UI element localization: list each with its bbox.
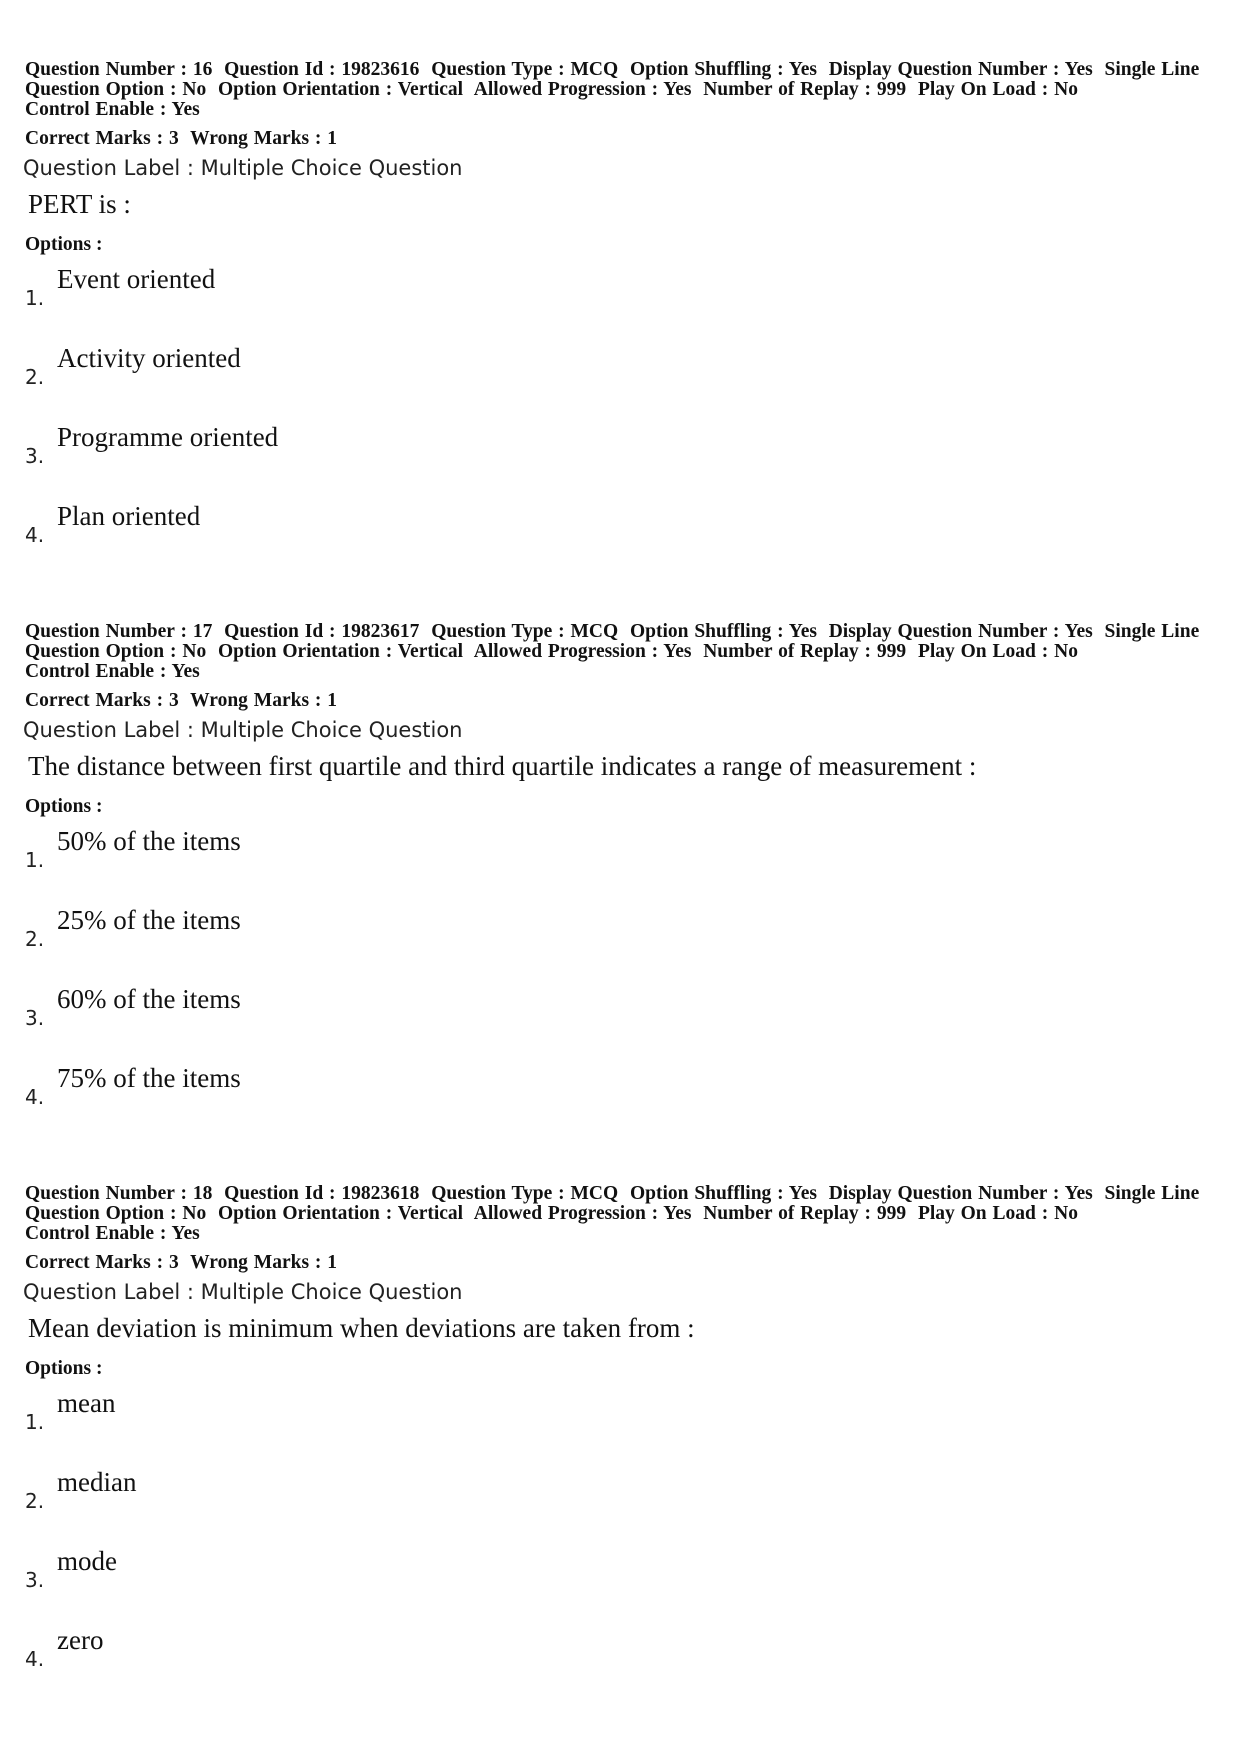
option-shuffling-field: Option Shuffling : Yes	[629, 621, 817, 642]
display-question-number-field: Display Question Number : Yes	[828, 1183, 1093, 1204]
question-label: Question Label : Multiple Choice Question	[23, 1280, 463, 1304]
marks-line	[25, 1253, 1220, 1273]
option-item	[25, 416, 1220, 495]
question-type-field: Question Type : MCQ	[431, 621, 619, 642]
option-item	[25, 1057, 1220, 1136]
option-shuffling-field: Option Shuffling : Yes	[629, 59, 817, 80]
option-number: 1.	[25, 848, 45, 872]
option-item	[25, 1382, 1220, 1461]
control-enable-field: Control Enable : Yes	[25, 661, 200, 682]
options-list	[25, 1382, 1220, 1698]
question-block-16	[25, 60, 1220, 574]
marks-line	[25, 691, 1220, 711]
question-number-field: Question Number : 18	[25, 1183, 213, 1204]
question-metadata	[25, 1184, 1220, 1244]
option-number: 2.	[25, 365, 45, 389]
option-shuffling-field: Option Shuffling : Yes	[629, 1183, 817, 1204]
option-number: 3.	[25, 444, 45, 468]
option-item	[25, 258, 1220, 337]
option-text: mean	[57, 1388, 116, 1418]
option-text: mode	[57, 1546, 117, 1576]
question-type-field: Question Type : MCQ	[431, 59, 619, 80]
control-enable-field: Control Enable : Yes	[25, 1223, 200, 1244]
options-list	[25, 258, 1220, 574]
single-line-question-option-field: Single Line Question Option : No	[25, 1183, 1200, 1224]
question-stem: The distance between first quartile and third quartile indicates a range of measurement :	[28, 751, 977, 781]
options-heading: Options :	[25, 796, 103, 817]
option-text: Programme oriented	[57, 422, 279, 452]
correct-marks: Correct Marks : 3	[25, 690, 179, 711]
marks-line	[25, 129, 1220, 149]
option-text: Plan oriented	[57, 501, 201, 531]
option-number: 3.	[25, 1006, 45, 1030]
question-label: Question Label : Multiple Choice Question	[23, 156, 463, 180]
option-item	[25, 899, 1220, 978]
option-text: 50% of the items	[57, 826, 241, 856]
number-of-replay-field: Number of Replay : 999	[703, 641, 907, 662]
option-text: 60% of the items	[57, 984, 241, 1014]
question-id-field: Question Id : 19823617	[224, 621, 420, 642]
question-label: Question Label : Multiple Choice Question	[23, 718, 463, 742]
control-enable-field: Control Enable : Yes	[25, 99, 200, 120]
question-stem: PERT is :	[28, 189, 131, 219]
allowed-progression-field: Allowed Progression : Yes	[473, 641, 692, 662]
question-number-field: Question Number : 16	[25, 59, 213, 80]
play-on-load-field: Play On Load : No	[917, 1203, 1078, 1224]
option-orientation-field: Option Orientation : Vertical	[217, 641, 464, 662]
option-item	[25, 820, 1220, 899]
option-number: 4.	[25, 1085, 45, 1109]
wrong-marks: Wrong Marks : 1	[190, 128, 338, 149]
number-of-replay-field: Number of Replay : 999	[703, 79, 907, 100]
question-type-field: Question Type : MCQ	[431, 1183, 619, 1204]
option-item	[25, 1540, 1220, 1619]
number-of-replay-field: Number of Replay : 999	[703, 1203, 907, 1224]
play-on-load-field: Play On Load : No	[917, 641, 1078, 662]
option-number: 1.	[25, 1410, 45, 1434]
option-number: 4.	[25, 1647, 45, 1671]
options-heading: Options :	[25, 1358, 103, 1379]
option-number: 3.	[25, 1568, 45, 1592]
correct-marks: Correct Marks : 3	[25, 128, 179, 149]
wrong-marks: Wrong Marks : 1	[190, 1252, 338, 1273]
question-block-17	[25, 622, 1220, 1136]
option-item	[25, 337, 1220, 416]
wrong-marks: Wrong Marks : 1	[190, 690, 338, 711]
display-question-number-field: Display Question Number : Yes	[828, 621, 1093, 642]
option-text: Activity oriented	[57, 343, 241, 373]
option-number: 2.	[25, 927, 45, 951]
correct-marks: Correct Marks : 3	[25, 1252, 179, 1273]
allowed-progression-field: Allowed Progression : Yes	[473, 79, 692, 100]
options-list	[25, 820, 1220, 1136]
option-number: 2.	[25, 1489, 45, 1513]
allowed-progression-field: Allowed Progression : Yes	[473, 1203, 692, 1224]
option-orientation-field: Option Orientation : Vertical	[217, 79, 464, 100]
option-text: median	[57, 1467, 137, 1497]
option-text: zero	[57, 1625, 104, 1655]
question-stem: Mean deviation is minimum when deviations are taken from :	[28, 1313, 695, 1343]
options-heading: Options :	[25, 234, 103, 255]
option-number: 4.	[25, 523, 45, 547]
option-item	[25, 495, 1220, 574]
option-item	[25, 978, 1220, 1057]
question-block-18	[25, 1184, 1220, 1698]
single-line-question-option-field: Single Line Question Option : No	[25, 621, 1200, 662]
option-orientation-field: Option Orientation : Vertical	[217, 1203, 464, 1224]
question-id-field: Question Id : 19823616	[224, 59, 420, 80]
question-metadata	[25, 622, 1220, 682]
option-text: 75% of the items	[57, 1063, 241, 1093]
question-number-field: Question Number : 17	[25, 621, 213, 642]
question-id-field: Question Id : 19823618	[224, 1183, 420, 1204]
play-on-load-field: Play On Load : No	[917, 79, 1078, 100]
display-question-number-field: Display Question Number : Yes	[828, 59, 1093, 80]
question-metadata	[25, 60, 1220, 120]
option-number: 1.	[25, 286, 45, 310]
option-text: Event oriented	[57, 264, 216, 294]
option-item	[25, 1461, 1220, 1540]
option-text: 25% of the items	[57, 905, 241, 935]
single-line-question-option-field: Single Line Question Option : No	[25, 59, 1200, 100]
option-item	[25, 1619, 1220, 1698]
